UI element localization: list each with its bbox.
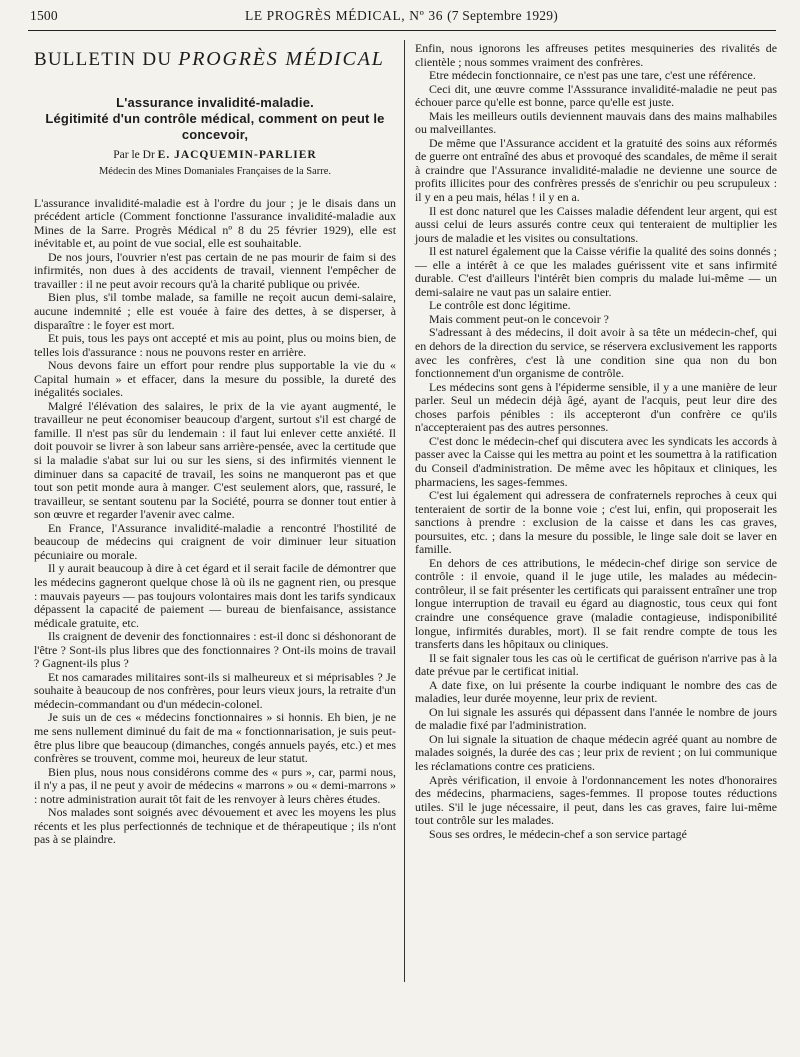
paragraph: Bien plus, nous nous considérons comme des « purs », car, parmi nous, il n'y a pas, il ne peut y avoir de médecins « marrons » ou « demi-marrons » : notre administration aurait tôt fait de les renvoyer à leurs chères études. (34, 764, 396, 806)
paragraph: Et puis, tous les pays ont accepté et mis au point, plus ou moins bien, de telles lois d'assurance : nous ne pouvons rester en arrière. (34, 331, 396, 359)
journal-name: LE PROGRÈS MÉDICAL, Nº 36 (245, 8, 444, 23)
paragraph: A date fixe, on lui présente la courbe indiquant le nombre des cas de maladies, leur durée moyenne, leur prix de revient. (415, 677, 777, 706)
right-column (415, 42, 777, 841)
paragraph: Nos malades sont soignés avec dévouement et avec les moyens les plus récents et les plus perfectionnés de technique et de thérapeutique ; ils n'ont pas à se plaindre. (34, 805, 396, 847)
paragraph: C'est donc le médecin-chef qui discutera avec les syndicats les accords à passer avec la Caisse qui les mettra au point et les soumettra à la ratification du Conseil d'administration. De même avec les hôpitaux et cliniques, les pharmaciens, les sages-femmes. (415, 433, 777, 489)
paragraph: Etre médecin fonctionnaire, ce n'est pas une tare, c'est une référence. (429, 68, 756, 83)
issue-date: (7 Septembre 1929) (447, 8, 558, 23)
paragraph: S'adressant à des médecins, il doit avoir à sa tête un médecin-chef, qui en dehors de la direction du service, se réservera exclusivement les rapports avec les confrères, c'est là une condition sine qua non du bon fonctionnement d'un organisme de contrôle. (415, 325, 777, 381)
page-number: 1500 (30, 8, 58, 23)
paragraph: On lui signale les assurés qui dépassent dans l'année le nombre de jours de maladie fixé par l'administration. (415, 704, 777, 733)
paragraph: Il est naturel également que la Caisse vérifie la qualité des soins donnés ; — elle a intérêt à ce que les malades guérissent vite et sans infirmité durable. C'est d'ailleurs l'intérêt bien compris du malade lui-même — un demi-salaire ne vaut pas un salaire entier. (415, 244, 777, 299)
article-title-line1: L'assurance invalidité-maladie. (116, 94, 314, 110)
paragraph: En dehors de ces attributions, le médecin-chef dirige son service de contrôle : il envoie, quand il le juge utile, les malades au médecin-contrôleur, il se fait présenter les certificats qui paraissent entraîner une trop longue interruption de travail eu égard au diagnostic, tous ceux qui font craindre une conséquence grave (maladie contagieuse, indisponibilité longue, infirmités durables, mort). Il se fait rendre compte de tous les transferts dans les hôpitaux ou cliniques. (415, 555, 777, 652)
paragraph: De nos jours, l'ouvrier n'est pas certain de ne pas mourir de faim si des infirmités, non dues à des accidents de travail, viennent l'empêcher de travailler : il ne peut avoir recours qu'à la charité publique ou privée. (34, 249, 396, 291)
paragraph: Il est donc naturel que les Caisses maladie défendent leur argent, qui est aussi celui de leurs assurés contre ceux qui tenteraient de multiplier les jours de maladie et les visites ou consultations. (415, 203, 777, 245)
paragraph: Après vérification, il envoie à l'ordonnancement les notes d'honoraires des médecins, pharmaciens, sages-femmes. Il propose toutes réductions utiles. S'il le juge nécessaire, il peut, dans les cas graves, faire lui-même tout contrôle sur les malades. (415, 772, 777, 828)
left-column (34, 36, 396, 847)
paragraph: Il y aurait beaucoup à dire à cet égard et il serait facile de démontrer que les médecins gagneront quelque chose là où ils ne gagnent rien, ou presque : mauvais payeurs — pas toujours volontaires mais dont les tarifs syndicaux dépassent la capacité de paiement — bureau de bienfaisance, assistance médicale gratuite, etc. (34, 561, 396, 630)
paragraph: De même que l'Assurance accident et la gratuité des soins aux réformés de guerre ont entraîné des abus et provoqué des scandales, de même il serait à craindre que l'Assurance invalidité-maladie ne devienne une source de profits illicites pour des confrères pressés de s'enrichir ou peu scrupuleux : il y en a peu mais, hélas ! il y en a. (415, 135, 777, 205)
article-title-line2: Légitimité d'un contrôle médical, comment on peut le concevoir, (45, 110, 385, 142)
paragraph: Et nos camarades militaires sont-ils si malheureux et si méprisables ? Je souhaite à beaucoup de nos confrères, pour leurs vieux jours, la retraite d'un médecin-commandant ou d'un médecin-colonel. (34, 669, 396, 711)
paragraph: On lui signale la situation de chaque médecin agréé quant au nombre de malades soignés, la durée des cas ; leur prix de revient ; on lui communique les réclamations contre ces praticiens. (415, 731, 777, 773)
paragraph: Mais comment peut-on le concevoir ? (429, 311, 609, 326)
paragraph: C'est lui également qui adressera de confraternels reproches à ceux qui tenteraient de sortir de la bonne voie ; c'est lui, enfin, qui proposerait les sanctions à prendre : exclusion de la caisse et dans les cas graves, poursuites, etc. ; dans la mesure du possible, le linge sale doit se laver en famille. (415, 488, 777, 557)
byline-prefix: Par le Dr (113, 148, 155, 161)
article-author: E. JACQUEMIN-PARLIER (157, 148, 317, 161)
paragraph: Ils craignent de devenir des fonctionnaires : est-il donc si déshonorant de l'être ? Sont-ils plus libres que des fonctionnaires ? Ont-ils moins de travail ? Gagnent-ils plus ? (34, 629, 396, 671)
article-byline (34, 149, 396, 163)
running-header (30, 6, 770, 28)
paragraph: Le contrôle est donc légitime. (429, 298, 571, 313)
article-title (44, 95, 386, 143)
paragraph: Malgré l'élévation des salaires, le prix de la vie ayant augmenté, le travailleur ne peut économiser beaucoup d'argent, surtout s'il est chargé de famille. Il n'est pas sûr du lendemain : il faut lui enlever cette anxiété. Il doit pouvoir se livrer à son labeur sans arrière-pensée, avec la certitude que si la maladie s'abat sur lui ou sur les siens, si des infirmités viennent le diminuer dans sa capacité de travail, les soins ne manqueront pas et que tout son petit monde aura à manger. C'est seulement alors, que, rassuré, le travailleur, se sentant soutenu par la Société, pourra se donner tout entier à son œuvre et regarder l'avenir avec calme. (34, 398, 396, 522)
paragraph: L'assurance invalidité-maladie est à l'ordre du jour ; je le disais dans un précédent article (Comment fonctionne l'assurance invalidité-maladie aux Mines de la Sarre. Progrès Médical nº 8 du 25 février 1929), elle est inévitable et, au point de vue social, elle est souhaitable. (34, 195, 396, 251)
author-affiliation: Médecin des Mines Domaniales Françaises de la Sarre. (98, 166, 332, 178)
header-rule (28, 30, 776, 31)
paragraph: Ceci dit, une œuvre comme l'Asssurance invalidité-maladie ne peut pas échouer parce qu'elle est bonne, parce qu'elle est juste. (415, 81, 777, 110)
bulletin-heading (34, 48, 396, 70)
left-body (34, 197, 396, 847)
paragraph: Sous ses ordres, le médecin-chef a son service partagé (429, 826, 687, 841)
bulletin-prefix: BULLETIN DU (34, 49, 173, 70)
paragraph: Enfin, nous ignorons les affreuses petites mesquineries des rivalités de clientèle ; nous sommes vraiment des confrères. (415, 41, 777, 69)
paragraph: Nous devons faire un effort pour rendre plus supportable la vie du « Capital humain » et effacer, dans la mesure du possible, la dureté des inégalités sociales. (34, 358, 396, 400)
paragraph: Les médecins sont gens à l'épiderme sensible, il y a une manière de leur parler. Seul un médecin déjà âgé, ayant de l'acquis, peut leur dire des choses parfois pénibles : ils accepteront d'un confrère ce qu'ils n'accepteraient pas des autres personnes. (415, 379, 777, 435)
paragraph: Bien plus, s'il tombe malade, sa famille ne reçoit aucun demi-salaire, aucune indemnité ; elle est vouée à faire des dettes, à se disperser, à disparaître : le foyer est mort. (34, 290, 396, 332)
bulletin-journal-name: PROGRÈS MÉDICAL (178, 48, 385, 70)
paragraph: Il se fait signaler tous les cas où le certificat de guérison n'arrive pas à la date prévue par le certificat initial. (415, 650, 777, 679)
paragraph: En France, l'Assurance invalidité-maladie a rencontré l'hostilité de beaucoup de médecins qui craignent de voir diminuer leur situation pécuniaire ou morale. (34, 520, 396, 562)
journal-title (245, 8, 558, 24)
paragraph: Je suis un de ces « médecins fonctionnaires » si honnis. Eh bien, je ne me sens nullement diminué du fait de ma « fonctionnarisation, je suis peut-être plus libre que beaucoup (dimanches, congés annuels payés, etc.) et mes confrères se trouvent, comme moi, heureux de leur statut. (34, 710, 396, 766)
paragraph: Mais les meilleurs outils deviennent mauvais dans des mains malhabiles ou malveillantes. (415, 108, 777, 137)
column-divider (404, 40, 405, 982)
